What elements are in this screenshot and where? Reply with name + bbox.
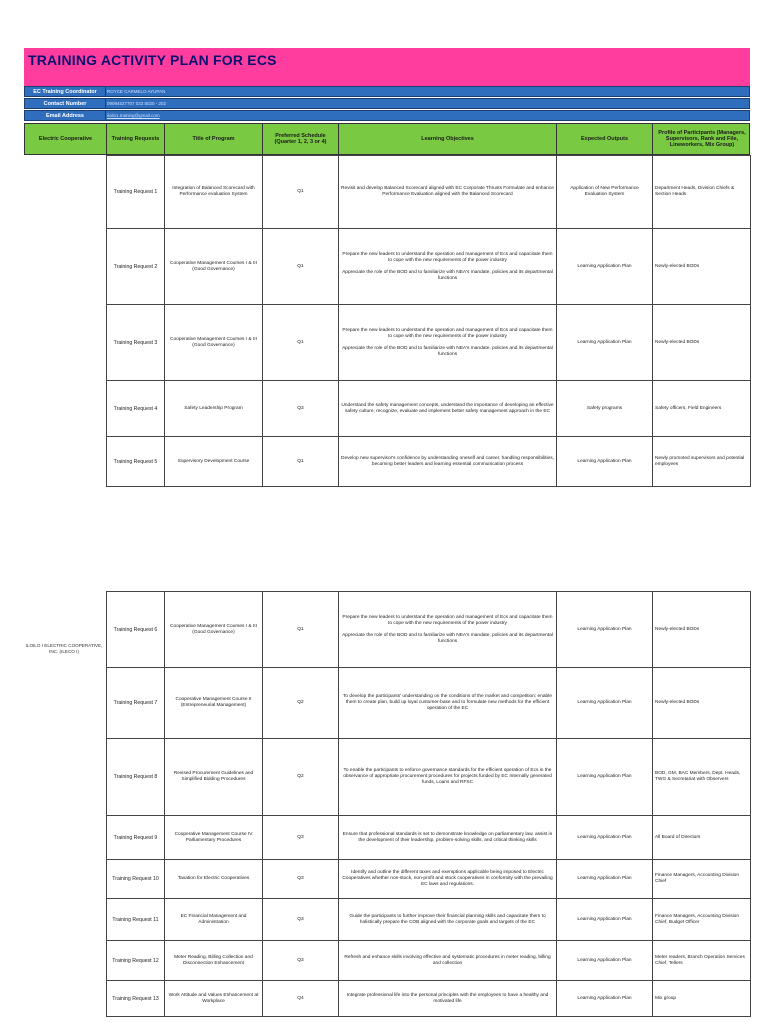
schedule-cell: Q3 <box>263 899 339 941</box>
objectives-cell: Develop new supervisor's confidence by understanding oneself and career, handling responsibilities, becoming better leaders and learning essential communication process <box>339 437 557 487</box>
profile-cell: Meter readers, Branch Operation Services Chief, Tellers <box>653 941 751 981</box>
outputs-cell: Application of New Performance Evaluation System <box>557 156 653 229</box>
program-title-cell: Cooperative Management Course II (Entrepreneurial Management) <box>165 668 263 739</box>
outputs-cell: Learning Application Plan <box>557 437 653 487</box>
header-outputs: Expected Outputs <box>557 124 653 154</box>
schedule-cell: Q1 <box>263 156 339 229</box>
program-title-cell: Integration of Balanced Scorecard with Performance evaluation System <box>165 156 263 229</box>
training-request-cell: Training Request 7 <box>107 668 165 739</box>
profile-cell: BOD, GM, BAC Members, Dept. Heads, TWG & Secretariat with Observers <box>653 739 751 816</box>
objectives-cell: Integrate professional life into the personal principles with the employees to have a healthy and motivated life <box>339 981 557 1017</box>
table-row <box>107 437 751 487</box>
table-header <box>24 123 750 155</box>
outputs-cell: Learning Application Plan <box>557 860 653 899</box>
schedule-cell: Q4 <box>263 981 339 1017</box>
training-request-cell: Training Request 10 <box>107 860 165 899</box>
schedule-cell: Q1 <box>263 229 339 305</box>
contact-label: Contact Number <box>25 99 106 108</box>
objectives-cell: Understand the safety management concepts, understand the importance of developing an effective safety culture, recognize, evaluate and implement better safety management approach in the EC <box>339 381 557 437</box>
schedule-cell: Q1 <box>263 437 339 487</box>
objectives-cell: Prepare the new leaders to understand the operation and management of Ecs and capacitate them to cope with the new requirements of the power industry Appreciate the role of the BOD and to familiarize with NEA's mandate, policies and its departmental functions <box>339 592 557 668</box>
program-title-cell: Supervisory Development Course <box>165 437 263 487</box>
profile-cell: Department Heads, Division Chiefs & Section Heads <box>653 156 751 229</box>
training-request-cell: Training Request 4 <box>107 381 165 437</box>
schedule-cell: Q3 <box>263 941 339 981</box>
schedule-cell: Q1 <box>263 592 339 668</box>
outputs-cell: Learning Application Plan <box>557 899 653 941</box>
outputs-cell: Learning Application Plan <box>557 941 653 981</box>
contact-row <box>24 98 750 109</box>
objectives-cell: To enable the participants to enforce governance standards for the efficient operation of Ecs in the observance of appropriate procurement procedures for projects funded by EC Internally generated funds, Loans and RFSC <box>339 739 557 816</box>
table-row <box>107 668 751 739</box>
training-request-cell: Training Request 1 <box>107 156 165 229</box>
profile-cell: All Board of Directors <box>653 816 751 860</box>
table-row <box>107 229 751 305</box>
program-title-cell: Safety Leadership Program <box>165 381 263 437</box>
training-request-cell: Training Request 8 <box>107 739 165 816</box>
profile-cell: Newly-elected BODs <box>653 592 751 668</box>
program-title-cell: Cooperative Management Courses I & III (Good Governance) <box>165 229 263 305</box>
profile-cell: Finance Managers, Accounting Division Chief <box>653 860 751 899</box>
title-banner <box>24 48 750 86</box>
table-row <box>107 156 751 229</box>
header-schedule: Preferred Schedule (Quarter 1, 2, 3 or 4) <box>263 124 339 154</box>
coordinator-row <box>24 86 750 97</box>
training-request-cell: Training Request 12 <box>107 941 165 981</box>
program-title-cell: Meter Reading, Billing Collection and Disconnection Enhancement <box>165 941 263 981</box>
program-title-cell: Cooperative Management Course IV Parliamentary Procedures <box>165 816 263 860</box>
program-title-cell: Work Attitude and Values Enhancement at Workplace <box>165 981 263 1017</box>
training-request-cell: Training Request 5 <box>107 437 165 487</box>
page-title: TRAINING ACTIVITY PLAN FOR ECS <box>28 52 277 68</box>
schedule-cell: Q2 <box>263 739 339 816</box>
contact-value: 09094527707 033 8020 - 202 <box>107 101 167 106</box>
header-objectives: Learning Objectives <box>339 124 557 154</box>
training-request-cell: Training Request 11 <box>107 899 165 941</box>
training-request-cell: Training Request 6 <box>107 592 165 668</box>
coordinator-value: ROYCE CARMELO AYUPAN <box>107 89 166 94</box>
table-row <box>107 592 751 668</box>
schedule-cell: Q2 <box>263 668 339 739</box>
training-request-cell: Training Request 9 <box>107 816 165 860</box>
training-request-cell: Training Request 3 <box>107 305 165 381</box>
email-label: Email Address <box>25 111 106 120</box>
profile-cell: Mix group <box>653 981 751 1017</box>
schedule-cell: Q3 <box>263 816 339 860</box>
program-title-cell: Taxation for Electric Cooperatives <box>165 860 263 899</box>
outputs-cell: Learning Application Plan <box>557 592 653 668</box>
outputs-cell: Learning Application Plan <box>557 229 653 305</box>
objectives-cell: Identify and outline the different taxes and exemptions applicable being imposed to Electric Cooperatives whether non-stock, non-profit and stock cooperatives in conformity with the prevailing EC laws and regulations. <box>339 860 557 899</box>
training-request-cell: Training Request 2 <box>107 229 165 305</box>
outputs-cell: Learning Application Plan <box>557 816 653 860</box>
table-row <box>107 739 751 816</box>
outputs-cell: Learning Application Plan <box>557 739 653 816</box>
objectives-cell: Guide the participants to further improve their financial planning skills and capacitate them to holistically prepare the COB aligned with the corporate goals and targets of the EC <box>339 899 557 941</box>
profile-cell: Newly-elected BODs <box>653 229 751 305</box>
objectives-cell: Ensure that professional standards is set to demonstrate knowledge on parliamentary law, assist in the development of their leadership, problem-solving skills, and critical thinking skills <box>339 816 557 860</box>
schedule-cell: Q3 <box>263 381 339 437</box>
objectives-cell: Prepare the new leaders to understand the operation and management of Ecs and capacitate them to cope with the new requirements of the power industry Appreciate the role of the BOD and to familiarize with NEA's mandate, policies and its departmental functions <box>339 305 557 381</box>
table-row <box>107 816 751 860</box>
training-table-1 <box>106 155 751 487</box>
email-row <box>24 110 750 121</box>
program-title-cell: Cooperative Management Courses I & III (Good Governance) <box>165 592 263 668</box>
table-row <box>107 860 751 899</box>
profile-cell: Newly-elected BODs <box>653 668 751 739</box>
table-row <box>107 305 751 381</box>
objectives-cell: Refresh and enhance skills involving effective and systematic procedures in meter reading, billing and collection <box>339 941 557 981</box>
objectives-cell: Prepare the new leaders to understand the operation and management of Ecs and capacitate them to cope with the new requirements of the power industry Appreciate the role of the BOD and to familiarize with NEA's mandate, policies and its departmental functions <box>339 229 557 305</box>
header-profile: Profile of Participants (Managers, Supervisors, Rank and File, Lineworkers, Mix Group) <box>658 130 746 148</box>
program-title-cell: Cooperative Management Courses I & III (Good Governance) <box>165 305 263 381</box>
coordinator-label: EC Training Coordinator <box>25 87 106 96</box>
training-request-cell: Training Request 13 <box>107 981 165 1017</box>
objectives-cell: To develop the participants' understanding on the conditions of the market and competition; enable them to create plan, build up loyal customer-base and to formulate new methods for the efficient operation of the EC <box>339 668 557 739</box>
header-requests: Training Requests <box>107 124 165 154</box>
email-link[interactable]: iloilo1.training@gmail.com <box>107 113 160 118</box>
profile-cell: Finance Managers, Accounting Division Chief, Budget Officer <box>653 899 751 941</box>
table-row <box>107 381 751 437</box>
outputs-cell: Learning Application Plan <box>557 668 653 739</box>
table-row <box>107 941 751 981</box>
outputs-cell: Learning Application Plan <box>557 981 653 1017</box>
program-title-cell: EC Financial Management and Administration <box>165 899 263 941</box>
outputs-cell: Safety programs <box>557 381 653 437</box>
table-row <box>107 981 751 1017</box>
cooperative-name: ILOILO I ELECTRIC COOPERATIVE, INC. (ILECO I) <box>25 643 103 654</box>
profile-cell: Newly-elected BODs <box>653 305 751 381</box>
outputs-cell: Learning Application Plan <box>557 305 653 381</box>
profile-cell: Newly promoted supervisors and potential employees <box>653 437 751 487</box>
schedule-cell: Q3 <box>263 860 339 899</box>
program-title-cell: Revised Procurement Guidelines and Simplified Bidding Procedures <box>165 739 263 816</box>
profile-cell: Safety officers, Field Engineers <box>653 381 751 437</box>
training-table-2 <box>106 591 751 1017</box>
header-ec: Electric Cooperative <box>25 124 107 154</box>
schedule-cell: Q1 <box>263 305 339 381</box>
objectives-cell: Revisit and develop Balanced Scorecard aligned with EC Corporate Thrusts Formulate and enhance Performance Evaluation aligned with the Balanced Scorecard <box>339 156 557 229</box>
header-title: Title of Program <box>165 124 263 154</box>
table-row <box>107 899 751 941</box>
